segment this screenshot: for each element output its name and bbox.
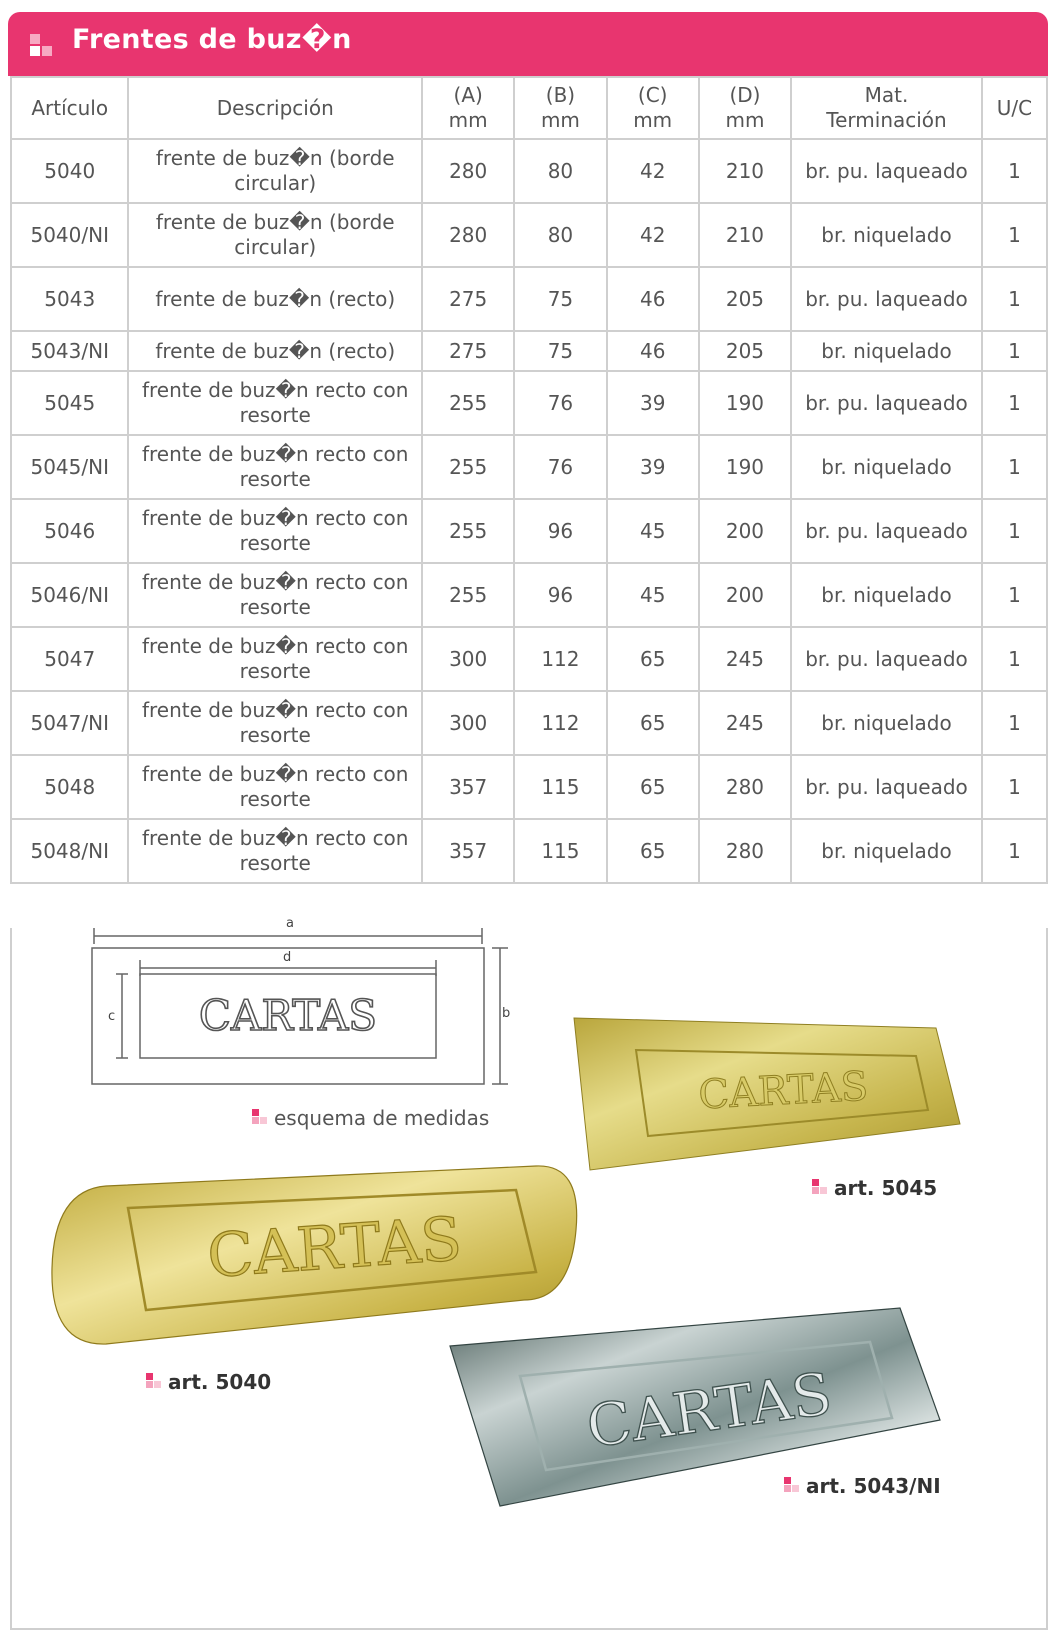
table-cell: 42 [607, 203, 699, 267]
table-cell: 1 [982, 203, 1047, 267]
table-row [11, 139, 1047, 203]
column-header: U/C [982, 77, 1047, 139]
table-cell: 5045 [11, 371, 128, 435]
spec-table [10, 76, 1048, 884]
table-cell: frente de buz�n recto con resorte [128, 819, 422, 883]
table-cell: 210 [699, 203, 791, 267]
table-cell: 76 [514, 435, 606, 499]
table-cell: 5043/NI [11, 331, 128, 371]
table-cell: 65 [607, 819, 699, 883]
table-cell: 1 [982, 819, 1047, 883]
label-a: a [286, 916, 294, 931]
table-cell: 255 [422, 371, 514, 435]
table-cell: 210 [699, 139, 791, 203]
table-cell: frente de buz�n recto con resorte [128, 435, 422, 499]
table-cell: 65 [607, 691, 699, 755]
table-cell: frente de buz�n recto con resorte [128, 691, 422, 755]
table-header-row [11, 77, 1047, 139]
table-cell: 1 [982, 755, 1047, 819]
table-cell: 1 [982, 499, 1047, 563]
column-header: (A) mm [422, 77, 514, 139]
table-cell: 255 [422, 563, 514, 627]
table-cell: 190 [699, 435, 791, 499]
table-cell: 45 [607, 499, 699, 563]
section-header [8, 12, 1048, 76]
table-cell: 1 [982, 691, 1047, 755]
table-cell: 75 [514, 331, 606, 371]
table-cell: 280 [699, 755, 791, 819]
column-header: (B) mm [514, 77, 606, 139]
plate-text: CARTAS [582, 1359, 836, 1461]
table-cell: 357 [422, 819, 514, 883]
table-cell: br. niquelado [791, 691, 982, 755]
table-cell: 5045/NI [11, 435, 128, 499]
table-row [11, 755, 1047, 819]
table-cell: br. niquelado [791, 819, 982, 883]
table-cell: 190 [699, 371, 791, 435]
column-header: (C) mm [607, 77, 699, 139]
table-cell: 80 [514, 203, 606, 267]
table-cell: br. niquelado [791, 563, 982, 627]
table-cell: 1 [982, 563, 1047, 627]
label-c: c [108, 1009, 116, 1024]
table-cell: 5048 [11, 755, 128, 819]
table-row [11, 691, 1047, 755]
table-cell: 1 [982, 331, 1047, 371]
table-cell: 5046/NI [11, 563, 128, 627]
table-cell: 255 [422, 435, 514, 499]
table-cell: 1 [982, 139, 1047, 203]
plate-text: CARTAS [198, 991, 378, 1040]
table-cell: frente de buz�n recto con resorte [128, 755, 422, 819]
table-body [11, 139, 1047, 883]
table-row [11, 435, 1047, 499]
column-header: Descripción [128, 77, 422, 139]
table-cell: 75 [514, 267, 606, 331]
table-cell: frente de buz�n recto con resorte [128, 627, 422, 691]
table-cell: 5048/NI [11, 819, 128, 883]
caption-bullet-icon [812, 1179, 828, 1197]
table-cell: 280 [699, 819, 791, 883]
table-cell: 5040 [11, 139, 128, 203]
table-cell: br. pu. laqueado [791, 499, 982, 563]
table-cell: 205 [699, 267, 791, 331]
plate-text: CARTAS [697, 1063, 870, 1119]
table-cell: br. pu. laqueado [791, 755, 982, 819]
table-cell: frente de buz�n (borde circular) [128, 203, 422, 267]
table-cell: 45 [607, 563, 699, 627]
caption-bullet-icon [146, 1373, 162, 1391]
caption-bullet-icon [252, 1109, 268, 1127]
table-cell: 96 [514, 499, 606, 563]
table-row [11, 499, 1047, 563]
table-cell: 275 [422, 331, 514, 371]
caption-art-5043-ni: art. 5043/NI [784, 1474, 941, 1498]
table-cell: frente de buz�n recto con resorte [128, 563, 422, 627]
column-header: Mat. Terminación [791, 77, 982, 139]
table-cell: frente de buz�n recto con resorte [128, 499, 422, 563]
column-header: (D) mm [699, 77, 791, 139]
table-cell: 200 [699, 499, 791, 563]
table-cell: 5046 [11, 499, 128, 563]
table-cell: br. niquelado [791, 203, 982, 267]
table-cell: 115 [514, 755, 606, 819]
table-cell: 300 [422, 691, 514, 755]
table-cell: 96 [514, 563, 606, 627]
table-cell: 1 [982, 371, 1047, 435]
table-cell: br. pu. laqueado [791, 267, 982, 331]
table-cell: br. niquelado [791, 331, 982, 371]
label-d: d [283, 950, 292, 965]
table-cell: 300 [422, 627, 514, 691]
table-row [11, 371, 1047, 435]
table-cell: frente de buz�n (recto) [128, 267, 422, 331]
caption-schema: esquema de medidas [252, 1106, 489, 1130]
squares-logo-icon [30, 34, 56, 60]
table-cell: 280 [422, 203, 514, 267]
table-row [11, 627, 1047, 691]
table-cell: 255 [422, 499, 514, 563]
table-row [11, 563, 1047, 627]
table-cell: 46 [607, 331, 699, 371]
table-cell: br. niquelado [791, 435, 982, 499]
table-cell: 39 [607, 371, 699, 435]
table-cell: frente de buz�n (borde circular) [128, 139, 422, 203]
table-cell: 46 [607, 267, 699, 331]
table-cell: 80 [514, 139, 606, 203]
table-cell: 5043 [11, 267, 128, 331]
table-cell: 357 [422, 755, 514, 819]
table-cell: frente de buz�n recto con resorte [128, 371, 422, 435]
table-cell: 200 [699, 563, 791, 627]
table-cell: 1 [982, 267, 1047, 331]
caption-bullet-icon [784, 1477, 800, 1495]
table-cell: br. pu. laqueado [791, 139, 982, 203]
table-cell: br. pu. laqueado [791, 627, 982, 691]
table-cell: 115 [514, 819, 606, 883]
table-cell: 1 [982, 627, 1047, 691]
table-cell: 39 [607, 435, 699, 499]
plate-text: CARTAS [205, 1204, 465, 1292]
table-cell: 42 [607, 139, 699, 203]
table-cell: 245 [699, 691, 791, 755]
table-cell: frente de buz�n (recto) [128, 331, 422, 371]
column-header: Artículo [11, 77, 128, 139]
table-cell: br. pu. laqueado [791, 371, 982, 435]
table-cell: 1 [982, 435, 1047, 499]
table-cell: 245 [699, 627, 791, 691]
table-cell: 280 [422, 139, 514, 203]
caption-art-5040: art. 5040 [146, 1370, 271, 1394]
section-title: Frentes de buz�n [72, 24, 352, 55]
table-row [11, 203, 1047, 267]
table-cell: 65 [607, 627, 699, 691]
table-cell: 5047 [11, 627, 128, 691]
table-row [11, 331, 1047, 371]
label-b: b [502, 1006, 511, 1021]
photo-art-5045 [566, 1010, 976, 1180]
table-cell: 65 [607, 755, 699, 819]
table-cell: 112 [514, 691, 606, 755]
table-cell: 5047/NI [11, 691, 128, 755]
table-cell: 5040/NI [11, 203, 128, 267]
table-row [11, 819, 1047, 883]
caption-art-5045: art. 5045 [812, 1176, 937, 1200]
table-cell: 76 [514, 371, 606, 435]
table-cell: 205 [699, 331, 791, 371]
table-cell: 112 [514, 627, 606, 691]
table-row [11, 267, 1047, 331]
table-cell: 275 [422, 267, 514, 331]
